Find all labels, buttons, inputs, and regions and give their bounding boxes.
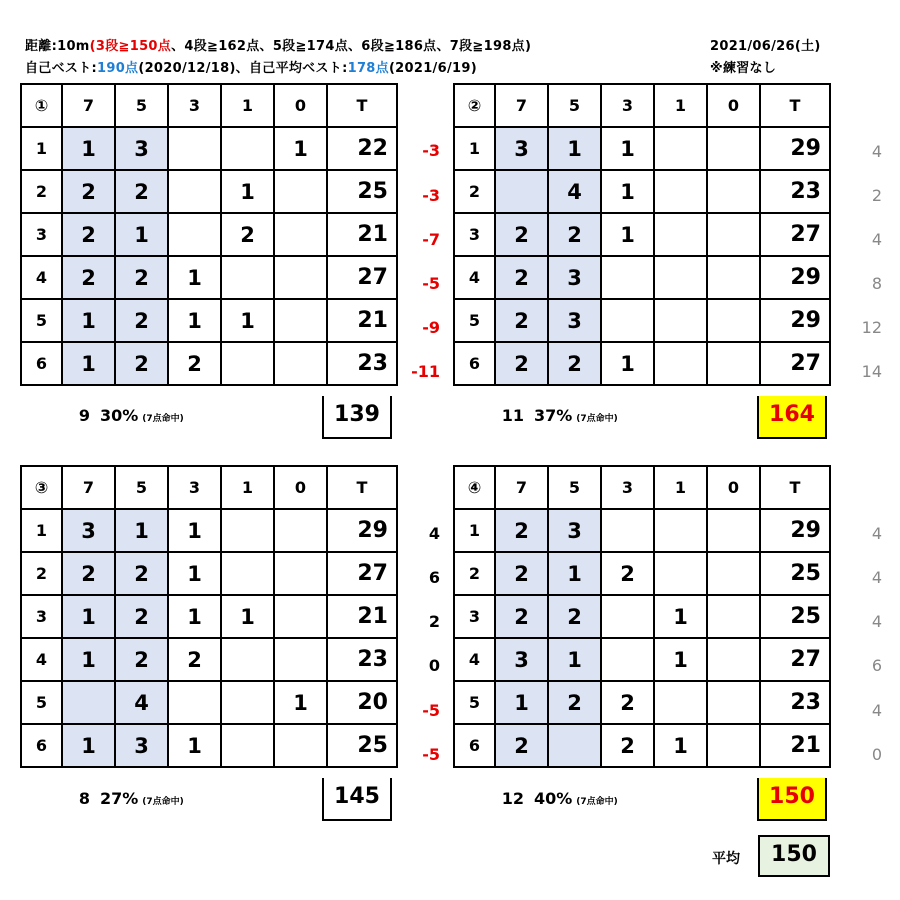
col-header: 1 <box>654 466 707 509</box>
score-table-2 <box>453 83 831 386</box>
cell-0 <box>274 299 327 342</box>
diff-value: -7 <box>422 230 440 249</box>
col-header: 1 <box>654 84 707 127</box>
cell-total: 29 <box>760 256 830 299</box>
cell-7: 2 <box>495 342 548 385</box>
cell-7: 1 <box>62 595 115 638</box>
cell-3: 1 <box>601 127 654 170</box>
cell-5: 1 <box>115 213 168 256</box>
cell-total: 27 <box>327 256 397 299</box>
table-row <box>454 509 830 552</box>
table-row <box>454 213 830 256</box>
cell-7: 2 <box>495 509 548 552</box>
cell-total: 27 <box>760 342 830 385</box>
hit-label: (7点命中) <box>576 414 618 424</box>
table-row <box>21 509 397 552</box>
cell-7 <box>62 681 115 724</box>
cell-1 <box>221 342 274 385</box>
end-number: 1 <box>454 127 495 170</box>
hit-percent: 40% <box>534 789 573 808</box>
cell-5: 2 <box>115 342 168 385</box>
distance-text: 距離:10m <box>25 39 90 54</box>
table-row <box>21 681 397 724</box>
score-table-1 <box>20 83 398 386</box>
cell-0: 1 <box>274 681 327 724</box>
note-text: ※練習なし <box>710 61 777 76</box>
end-number: 3 <box>21 213 62 256</box>
cell-5: 2 <box>115 595 168 638</box>
cell-0 <box>274 724 327 767</box>
col-header: 0 <box>707 84 760 127</box>
session-label: ② <box>454 84 495 127</box>
col-header: 3 <box>168 466 221 509</box>
avg-best-date: (2021/6/19) <box>388 61 477 76</box>
cell-1 <box>221 127 274 170</box>
table-row <box>21 256 397 299</box>
table-row <box>454 552 830 595</box>
col-header: 0 <box>274 466 327 509</box>
cell-total: 23 <box>327 342 397 385</box>
table-row <box>454 256 830 299</box>
cell-3: 2 <box>601 724 654 767</box>
cell-0 <box>274 213 327 256</box>
cell-0: 1 <box>274 127 327 170</box>
cell-7: 2 <box>62 256 115 299</box>
cell-7: 2 <box>495 724 548 767</box>
end-number: 5 <box>21 681 62 724</box>
best-score: 190点 <box>97 61 139 76</box>
best-label: 自己ベスト: <box>25 61 97 76</box>
cell-3 <box>168 213 221 256</box>
cell-3: 2 <box>168 342 221 385</box>
cell-1: 2 <box>221 213 274 256</box>
cell-1 <box>654 681 707 724</box>
cell-5: 3 <box>115 724 168 767</box>
cell-7: 1 <box>62 342 115 385</box>
cell-0 <box>274 256 327 299</box>
end-number: 1 <box>21 127 62 170</box>
table-row <box>21 638 397 681</box>
cell-5: 3 <box>548 299 601 342</box>
end-number: 3 <box>21 595 62 638</box>
cell-5: 1 <box>115 509 168 552</box>
diff-value: 2 <box>428 612 440 631</box>
cell-1 <box>221 509 274 552</box>
cell-total: 25 <box>327 724 397 767</box>
col-header: T <box>327 466 397 509</box>
table-row <box>21 170 397 213</box>
end-number: 4 <box>454 256 495 299</box>
diff-value: 6 <box>428 568 440 587</box>
cell-5: 1 <box>548 552 601 595</box>
cell-7: 3 <box>495 127 548 170</box>
date-text: 2021/06/26(土) <box>710 39 821 54</box>
col-header: 3 <box>168 84 221 127</box>
session-label: ③ <box>21 466 62 509</box>
diff-value: -5 <box>422 701 440 720</box>
session-total: 139 <box>322 396 392 439</box>
cell-1: 1 <box>221 299 274 342</box>
cell-0 <box>707 256 760 299</box>
cell-7: 1 <box>62 299 115 342</box>
cell-total: 25 <box>327 170 397 213</box>
cell-5: 2 <box>115 170 168 213</box>
cell-1 <box>221 681 274 724</box>
cell-total: 29 <box>760 127 830 170</box>
cell-7: 1 <box>62 638 115 681</box>
cell-7: 2 <box>62 213 115 256</box>
cell-7: 2 <box>495 213 548 256</box>
cell-3: 1 <box>168 552 221 595</box>
cumulative-value: 2 <box>871 186 882 205</box>
diff-value: -9 <box>422 318 440 337</box>
col-header: 7 <box>495 84 548 127</box>
cell-0 <box>707 595 760 638</box>
cell-5: 4 <box>548 170 601 213</box>
cell-1 <box>654 213 707 256</box>
cell-0 <box>707 299 760 342</box>
col-header: 5 <box>115 84 168 127</box>
cell-1 <box>654 552 707 595</box>
table-row <box>454 638 830 681</box>
cell-3 <box>601 638 654 681</box>
col-header: 3 <box>601 84 654 127</box>
cell-total: 21 <box>760 724 830 767</box>
end-number: 4 <box>454 638 495 681</box>
cell-5: 1 <box>548 127 601 170</box>
end-number: 4 <box>21 638 62 681</box>
hit-stats <box>494 789 618 808</box>
table-row <box>21 724 397 767</box>
session-label: ④ <box>454 466 495 509</box>
cell-3: 2 <box>601 681 654 724</box>
end-number: 2 <box>454 552 495 595</box>
cell-1 <box>654 299 707 342</box>
cell-7: 2 <box>495 552 548 595</box>
cumulative-value: 8 <box>871 274 882 293</box>
cell-0 <box>707 342 760 385</box>
table-row <box>21 342 397 385</box>
cell-3 <box>168 127 221 170</box>
cell-0 <box>274 638 327 681</box>
cell-5: 2 <box>548 342 601 385</box>
end-number: 3 <box>454 213 495 256</box>
col-header: 5 <box>115 466 168 509</box>
cell-5: 2 <box>115 638 168 681</box>
session-label: ① <box>21 84 62 127</box>
cell-total: 25 <box>760 552 830 595</box>
cell-total: 21 <box>327 595 397 638</box>
cell-total: 29 <box>760 299 830 342</box>
diff-value: 4 <box>428 524 440 543</box>
diff-value: -5 <box>422 274 440 293</box>
cell-total: 21 <box>327 299 397 342</box>
hit-count: 12 <box>501 789 524 808</box>
average-label: 平均 <box>712 851 740 867</box>
cell-7: 2 <box>62 170 115 213</box>
table-row <box>21 299 397 342</box>
cell-1: 1 <box>221 170 274 213</box>
score-table-4 <box>453 465 831 768</box>
header-line-2 <box>25 57 477 76</box>
criteria-rest: 、4段≧162点、5段≧174点、6段≧186点、7段≧198点) <box>171 39 532 54</box>
hit-count: 9 <box>78 406 90 425</box>
col-header: 5 <box>548 466 601 509</box>
cell-1: 1 <box>654 595 707 638</box>
col-header: 7 <box>495 466 548 509</box>
cell-3 <box>601 256 654 299</box>
table-row <box>454 170 830 213</box>
table-row <box>21 595 397 638</box>
end-number: 1 <box>454 509 495 552</box>
cell-3: 1 <box>168 724 221 767</box>
cell-3: 2 <box>168 638 221 681</box>
table-row <box>21 552 397 595</box>
cumulative-value: 0 <box>871 745 882 764</box>
cell-3: 1 <box>601 213 654 256</box>
cumulative-value: 4 <box>871 612 882 631</box>
cell-5: 1 <box>548 638 601 681</box>
end-number: 5 <box>454 681 495 724</box>
cell-5: 3 <box>115 127 168 170</box>
cell-5: 2 <box>115 256 168 299</box>
end-number: 5 <box>21 299 62 342</box>
cell-total: 29 <box>760 509 830 552</box>
cell-7: 2 <box>495 256 548 299</box>
cumulative-value: 4 <box>871 230 882 249</box>
cell-3: 1 <box>601 170 654 213</box>
avg-best-score: 178点 <box>347 61 389 76</box>
diff-value: -3 <box>422 141 440 160</box>
cell-1 <box>654 256 707 299</box>
hit-percent: 37% <box>534 406 573 425</box>
cell-total: 25 <box>760 595 830 638</box>
table-row <box>21 213 397 256</box>
col-header: 3 <box>601 466 654 509</box>
cell-0 <box>274 552 327 595</box>
cumulative-value: 14 <box>861 362 882 381</box>
cell-0 <box>274 170 327 213</box>
end-number: 5 <box>454 299 495 342</box>
cell-0 <box>274 509 327 552</box>
cell-5: 4 <box>115 681 168 724</box>
hit-stats <box>60 406 184 425</box>
table-row <box>454 595 830 638</box>
cell-7: 2 <box>495 595 548 638</box>
cumulative-value: 4 <box>871 701 882 720</box>
cell-5: 2 <box>115 299 168 342</box>
diff-value: -5 <box>422 745 440 764</box>
hit-label: (7点命中) <box>142 797 184 807</box>
cell-1: 1 <box>654 638 707 681</box>
cell-0 <box>274 595 327 638</box>
cell-total: 23 <box>327 638 397 681</box>
header-line-1 <box>25 35 531 54</box>
table-row <box>454 127 830 170</box>
table-row <box>21 127 397 170</box>
cell-1 <box>221 638 274 681</box>
score-table-3 <box>20 465 398 768</box>
cumulative-value: 4 <box>871 524 882 543</box>
criteria-3dan: (3段≧150点 <box>89 39 172 54</box>
cell-3: 2 <box>601 552 654 595</box>
end-number: 4 <box>21 256 62 299</box>
cell-1 <box>221 552 274 595</box>
cell-7: 1 <box>62 127 115 170</box>
cell-5: 3 <box>548 509 601 552</box>
col-header: 1 <box>221 84 274 127</box>
cell-5: 2 <box>548 595 601 638</box>
cell-0 <box>707 213 760 256</box>
cumulative-value: 4 <box>871 568 882 587</box>
end-number: 2 <box>21 170 62 213</box>
hit-label: (7点命中) <box>142 414 184 424</box>
cell-1 <box>654 342 707 385</box>
cell-3: 1 <box>168 509 221 552</box>
col-header: 5 <box>548 84 601 127</box>
cell-total: 21 <box>327 213 397 256</box>
cell-total: 23 <box>760 170 830 213</box>
end-number: 6 <box>21 342 62 385</box>
cell-7: 2 <box>495 299 548 342</box>
cell-0 <box>707 552 760 595</box>
diff-value: 0 <box>428 656 440 675</box>
hit-count: 11 <box>501 406 524 425</box>
end-number: 2 <box>21 552 62 595</box>
cell-1: 1 <box>654 724 707 767</box>
cell-total: 27 <box>327 552 397 595</box>
end-number: 3 <box>454 595 495 638</box>
cell-3 <box>601 299 654 342</box>
hit-stats <box>60 789 184 808</box>
cell-3: 1 <box>601 342 654 385</box>
cumulative-value: 6 <box>871 656 882 675</box>
end-number: 6 <box>21 724 62 767</box>
cell-1: 1 <box>221 595 274 638</box>
cell-total: 29 <box>327 509 397 552</box>
table-row <box>454 342 830 385</box>
cell-5: 2 <box>548 213 601 256</box>
col-header: T <box>760 466 830 509</box>
cell-0 <box>274 342 327 385</box>
cell-0 <box>707 724 760 767</box>
cell-7: 1 <box>62 724 115 767</box>
cell-3: 1 <box>168 256 221 299</box>
end-number: 6 <box>454 724 495 767</box>
hit-percent: 30% <box>100 406 139 425</box>
cell-3: 1 <box>168 595 221 638</box>
cell-7 <box>495 170 548 213</box>
cell-5 <box>548 724 601 767</box>
average-value: 150 <box>758 835 830 877</box>
end-number: 2 <box>454 170 495 213</box>
diff-value: -11 <box>411 362 440 381</box>
cell-total: 27 <box>760 638 830 681</box>
col-header: 0 <box>274 84 327 127</box>
col-header: 7 <box>62 466 115 509</box>
cell-3 <box>168 681 221 724</box>
cell-0 <box>707 170 760 213</box>
cell-5: 2 <box>115 552 168 595</box>
cell-3 <box>601 509 654 552</box>
col-header: 1 <box>221 466 274 509</box>
table-row <box>454 681 830 724</box>
cell-0 <box>707 127 760 170</box>
col-header: 7 <box>62 84 115 127</box>
cumulative-value: 12 <box>861 318 882 337</box>
best-date: (2020/12/18)、自己平均ベスト: <box>138 61 348 76</box>
diff-value: -3 <box>422 186 440 205</box>
col-header: T <box>327 84 397 127</box>
session-total: 150 <box>757 778 827 821</box>
cell-3 <box>168 170 221 213</box>
end-number: 6 <box>454 342 495 385</box>
cell-7: 3 <box>62 509 115 552</box>
cell-0 <box>707 681 760 724</box>
cell-total: 23 <box>760 681 830 724</box>
cumulative-value: 4 <box>871 142 882 161</box>
cell-1 <box>654 509 707 552</box>
cell-total: 20 <box>327 681 397 724</box>
table-row <box>454 299 830 342</box>
cell-total: 22 <box>327 127 397 170</box>
cell-7: 3 <box>495 638 548 681</box>
end-number: 1 <box>21 509 62 552</box>
col-header: T <box>760 84 830 127</box>
session-total: 164 <box>757 396 827 439</box>
col-header: 0 <box>707 466 760 509</box>
session-total: 145 <box>322 778 392 821</box>
table-row <box>454 724 830 767</box>
cell-total: 27 <box>760 213 830 256</box>
cell-5: 2 <box>548 681 601 724</box>
cell-0 <box>707 638 760 681</box>
hit-label: (7点命中) <box>576 797 618 807</box>
hit-stats <box>494 406 618 425</box>
hit-count: 8 <box>78 789 90 808</box>
cell-0 <box>707 509 760 552</box>
cell-5: 3 <box>548 256 601 299</box>
cell-7: 2 <box>62 552 115 595</box>
cell-7: 1 <box>495 681 548 724</box>
cell-1 <box>654 170 707 213</box>
cell-3 <box>601 595 654 638</box>
cell-1 <box>221 724 274 767</box>
cell-1 <box>221 256 274 299</box>
hit-percent: 27% <box>100 789 139 808</box>
cell-1 <box>654 127 707 170</box>
cell-3: 1 <box>168 299 221 342</box>
